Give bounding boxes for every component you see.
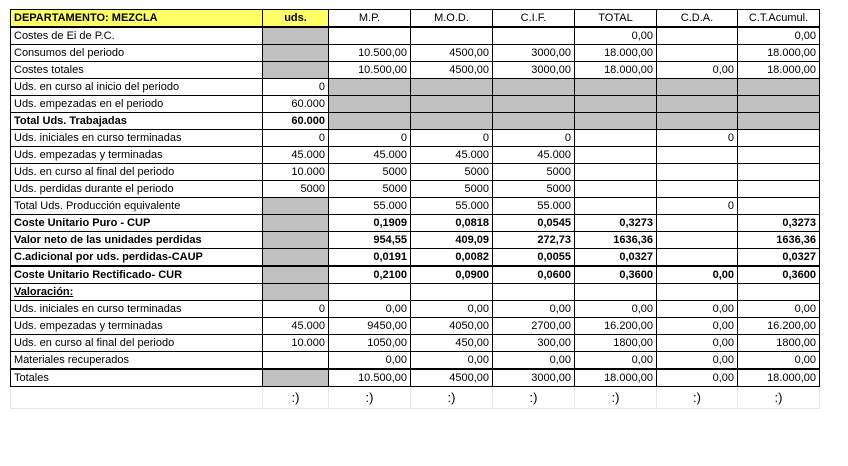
cell-total[interactable]: 16.200,00 — [575, 318, 657, 335]
cell-uds[interactable] — [263, 198, 329, 215]
cell-ct-acumul[interactable] — [738, 147, 820, 164]
cell-cda[interactable] — [657, 27, 738, 45]
cell-mod[interactable]: 409,09 — [411, 232, 493, 249]
cell-uds[interactable]: 60.000 — [263, 113, 329, 130]
cell-cif[interactable]: 5000 — [493, 181, 575, 198]
cell-mp[interactable]: 0,1909 — [329, 215, 411, 232]
header-cell-department[interactable]: DEPARTAMENTO: MEZCLA — [11, 10, 263, 28]
cell-ct-acumul[interactable] — [738, 198, 820, 215]
cell-uds[interactable] — [263, 27, 329, 45]
cell-label[interactable]: Uds. en curso al inicio del periodo — [11, 79, 263, 96]
cell-mod[interactable]: 4500,00 — [411, 45, 493, 62]
cell-uds[interactable]: 0 — [263, 130, 329, 147]
cell-total[interactable]: 18.000,00 — [575, 45, 657, 62]
cell-cif[interactable]: 5000 — [493, 164, 575, 181]
cell-cda[interactable]: 0 — [657, 198, 738, 215]
cell-ct-acumul[interactable]: 1800,00 — [738, 335, 820, 352]
smiley-cell[interactable]: :) — [493, 387, 575, 409]
header-cell-mp[interactable]: M.P. — [329, 10, 411, 28]
cell-label[interactable]: Uds. empezadas en el periodo — [11, 96, 263, 113]
table-row — [11, 249, 820, 267]
cell-cif[interactable]: 0,0545 — [493, 215, 575, 232]
cell-uds[interactable] — [263, 45, 329, 62]
cell-uds[interactable] — [263, 266, 329, 284]
cell-mp[interactable]: 0 — [329, 130, 411, 147]
cell-ct-acumul[interactable]: 0,0327 — [738, 249, 820, 267]
cell-label[interactable]: Uds. en curso al final del periodo — [11, 164, 263, 181]
cell-uds[interactable]: 60.000 — [263, 96, 329, 113]
cell-mod[interactable]: 4500,00 — [411, 62, 493, 79]
cost-sheet-table — [10, 9, 820, 409]
smiley-cell[interactable]: :) — [738, 387, 820, 409]
cell-mod[interactable]: 0,00 — [411, 352, 493, 370]
cell-uds[interactable]: 0 — [263, 301, 329, 318]
header-row — [11, 10, 820, 28]
cell-mod[interactable]: 0,0818 — [411, 215, 493, 232]
cell-cif[interactable]: 55.000 — [493, 198, 575, 215]
cell-total[interactable] — [575, 79, 657, 96]
cell-cif[interactable]: 0,0600 — [493, 266, 575, 284]
cell-cda[interactable] — [657, 181, 738, 198]
cell-mod[interactable]: 4050,00 — [411, 318, 493, 335]
cell-mp[interactable] — [329, 113, 411, 130]
cell-cda[interactable] — [657, 164, 738, 181]
cell-label[interactable]: Coste Unitario Puro - CUP — [11, 215, 263, 232]
table-row — [11, 352, 820, 370]
cell-cif[interactable]: 0 — [493, 130, 575, 147]
cell-mp[interactable]: 954,55 — [329, 232, 411, 249]
cell-uds[interactable] — [263, 232, 329, 249]
cell-mod[interactable]: 0,0082 — [411, 249, 493, 267]
cell-ct-acumul[interactable]: 0,3273 — [738, 215, 820, 232]
table-row — [11, 301, 820, 318]
cell-ct-acumul[interactable] — [738, 130, 820, 147]
cell-mp[interactable] — [329, 79, 411, 96]
cell-mp[interactable]: 5000 — [329, 164, 411, 181]
cell-ct-acumul[interactable]: 1636,36 — [738, 232, 820, 249]
cell-uds[interactable]: 45.000 — [263, 147, 329, 164]
cell-ct-acumul[interactable]: 0,00 — [738, 352, 820, 370]
cell-cda[interactable]: 0,00 — [657, 369, 738, 387]
cell-mod[interactable] — [411, 96, 493, 113]
cell-label[interactable]: Materiales recuperados — [11, 352, 263, 370]
header-cell-ct-acumul[interactable]: C.T.Acumul. — [738, 10, 820, 28]
table-row — [11, 45, 820, 62]
cell-mp[interactable]: 0,0191 — [329, 249, 411, 267]
cell-mp[interactable]: 9450,00 — [329, 318, 411, 335]
cell-label[interactable]: Uds. iniciales en curso terminadas — [11, 130, 263, 147]
smiley-cell[interactable]: :) — [263, 387, 329, 409]
table-row — [11, 79, 820, 96]
cell-ct-acumul[interactable]: 16.200,00 — [738, 318, 820, 335]
cell-cif[interactable] — [493, 113, 575, 130]
cell-cda[interactable] — [657, 45, 738, 62]
cell-cda[interactable] — [657, 79, 738, 96]
header-cell-uds[interactable]: uds. — [263, 10, 329, 28]
table-row — [11, 164, 820, 181]
cell-ct-acumul[interactable] — [738, 79, 820, 96]
cell-mod[interactable] — [411, 113, 493, 130]
cell-ct-acumul[interactable] — [738, 284, 820, 301]
header-cell-cif[interactable]: C.I.F. — [493, 10, 575, 28]
cell-uds[interactable]: 45.000 — [263, 318, 329, 335]
cell-mp[interactable]: 45.000 — [329, 147, 411, 164]
cell-total[interactable]: 18.000,00 — [575, 369, 657, 387]
cell-label[interactable]: Valoración: — [11, 284, 263, 301]
cell-ct-acumul[interactable] — [738, 96, 820, 113]
cell-mod[interactable]: 55.000 — [411, 198, 493, 215]
table-row — [11, 181, 820, 198]
table-row — [11, 130, 820, 147]
cell-cif[interactable] — [493, 96, 575, 113]
cell-total[interactable]: 0,00 — [575, 301, 657, 318]
cell-cif[interactable] — [493, 79, 575, 96]
cell-cif[interactable]: 300,00 — [493, 335, 575, 352]
cell-ct-acumul[interactable]: 0,00 — [738, 27, 820, 45]
cell-label[interactable]: Valor neto de las unidades perdidas — [11, 232, 263, 249]
header-cell-total[interactable]: TOTAL — [575, 10, 657, 28]
cell-mp[interactable]: 0,00 — [329, 352, 411, 370]
table-row — [11, 369, 820, 387]
cell-label[interactable]: Uds. iniciales en curso terminadas — [11, 301, 263, 318]
cell-cif[interactable]: 0,0055 — [493, 249, 575, 267]
table-row — [11, 62, 820, 79]
cell-uds[interactable]: 5000 — [263, 181, 329, 198]
cell-total[interactable]: 18.000,00 — [575, 62, 657, 79]
cell-mod[interactable]: 4500,00 — [411, 369, 493, 387]
cell-cda[interactable]: 0,00 — [657, 301, 738, 318]
cell-label[interactable]: Total Uds. Trabajadas — [11, 113, 263, 130]
smiley-cell[interactable]: :) — [575, 387, 657, 409]
cell-ct-acumul[interactable] — [738, 181, 820, 198]
cell-uds[interactable]: 10.000 — [263, 335, 329, 352]
cell-cda[interactable] — [657, 232, 738, 249]
cell-mod[interactable]: 0 — [411, 130, 493, 147]
cell-cda[interactable] — [657, 249, 738, 267]
cell-mod[interactable] — [411, 284, 493, 301]
cell-total[interactable]: 0,3600 — [575, 266, 657, 284]
cell-label[interactable]: Uds. empezadas y terminadas — [11, 147, 263, 164]
cell-blank[interactable] — [11, 387, 263, 409]
cell-cda[interactable] — [657, 113, 738, 130]
table-row — [11, 96, 820, 113]
table-row — [11, 266, 820, 284]
cell-mp[interactable] — [329, 27, 411, 45]
cell-total[interactable]: 1636,36 — [575, 232, 657, 249]
cell-cda[interactable]: 0,00 — [657, 335, 738, 352]
table-row — [11, 215, 820, 232]
cell-cif[interactable]: 3000,00 — [493, 369, 575, 387]
cell-total[interactable] — [575, 130, 657, 147]
smiley-row — [11, 387, 820, 409]
cell-ct-acumul[interactable] — [738, 113, 820, 130]
cell-cif[interactable]: 3000,00 — [493, 62, 575, 79]
cell-mp[interactable]: 10.500,00 — [329, 62, 411, 79]
cell-ct-acumul[interactable]: 0,00 — [738, 301, 820, 318]
cell-ct-acumul[interactable]: 18.000,00 — [738, 62, 820, 79]
cell-cda[interactable] — [657, 215, 738, 232]
cell-label[interactable]: Uds. perdidas durante el periodo — [11, 181, 263, 198]
cell-mod[interactable]: 5000 — [411, 164, 493, 181]
cell-total[interactable]: 0,00 — [575, 352, 657, 370]
cell-ct-acumul[interactable]: 0,3600 — [738, 266, 820, 284]
cell-cif[interactable] — [493, 284, 575, 301]
cell-cda[interactable]: 0,00 — [657, 62, 738, 79]
table-row — [11, 147, 820, 164]
cell-cif[interactable]: 0,00 — [493, 301, 575, 318]
cell-cda[interactable] — [657, 147, 738, 164]
cell-label[interactable]: Costes totales — [11, 62, 263, 79]
cell-total[interactable] — [575, 96, 657, 113]
cell-label[interactable]: Uds. empezadas y terminadas — [11, 318, 263, 335]
cell-mp[interactable] — [329, 96, 411, 113]
cell-mp[interactable]: 10.500,00 — [329, 45, 411, 62]
smiley-cell[interactable]: :) — [329, 387, 411, 409]
cell-mod[interactable]: 5000 — [411, 181, 493, 198]
cell-total[interactable] — [575, 198, 657, 215]
cell-ct-acumul[interactable]: 18.000,00 — [738, 369, 820, 387]
cell-uds[interactable] — [263, 369, 329, 387]
cell-cda[interactable]: 0,00 — [657, 266, 738, 284]
cell-cda[interactable] — [657, 96, 738, 113]
cell-label[interactable]: Coste Unitario Rectificado- CUR — [11, 266, 263, 284]
table-row — [11, 232, 820, 249]
cell-cda[interactable]: 0,00 — [657, 318, 738, 335]
cell-uds[interactable]: 0 — [263, 79, 329, 96]
cell-uds[interactable] — [263, 249, 329, 267]
cell-mp[interactable]: 1050,00 — [329, 335, 411, 352]
table-row — [11, 318, 820, 335]
cell-label[interactable]: Total Uds. Producción equivalente — [11, 198, 263, 215]
cell-cda[interactable] — [657, 284, 738, 301]
cell-mp[interactable] — [329, 284, 411, 301]
table-row — [11, 284, 820, 301]
cell-uds[interactable] — [263, 62, 329, 79]
smiley-cell[interactable]: :) — [411, 387, 493, 409]
cell-cif[interactable]: 2700,00 — [493, 318, 575, 335]
cell-mod[interactable]: 0,00 — [411, 301, 493, 318]
table-row — [11, 198, 820, 215]
cell-total[interactable]: 0,00 — [575, 27, 657, 45]
cell-label[interactable]: C.adicional por uds. perdidas-CAUP — [11, 249, 263, 267]
sheet-body — [11, 10, 820, 409]
cell-cif[interactable]: 3000,00 — [493, 45, 575, 62]
cell-total[interactable] — [575, 164, 657, 181]
cell-uds[interactable] — [263, 284, 329, 301]
cell-cif[interactable]: 272,73 — [493, 232, 575, 249]
cell-mp[interactable]: 0,2100 — [329, 266, 411, 284]
cell-mp[interactable]: 55.000 — [329, 198, 411, 215]
cell-cif[interactable] — [493, 27, 575, 45]
cell-cif[interactable]: 0,00 — [493, 352, 575, 370]
cell-label[interactable]: Uds. en curso al final del periodo — [11, 335, 263, 352]
cell-mod[interactable]: 450,00 — [411, 335, 493, 352]
header-cell-cda[interactable]: C.D.A. — [657, 10, 738, 28]
cell-ct-acumul[interactable]: 18.000,00 — [738, 45, 820, 62]
cell-uds[interactable] — [263, 352, 329, 370]
cell-mp[interactable]: 5000 — [329, 181, 411, 198]
header-cell-mod[interactable]: M.O.D. — [411, 10, 493, 28]
cell-cda[interactable]: 0 — [657, 130, 738, 147]
cell-uds[interactable]: 10.000 — [263, 164, 329, 181]
cell-total[interactable] — [575, 181, 657, 198]
cell-total[interactable] — [575, 147, 657, 164]
smiley-cell[interactable]: :) — [657, 387, 738, 409]
cell-mod[interactable] — [411, 79, 493, 96]
table-row — [11, 113, 820, 130]
cell-total[interactable]: 1800,00 — [575, 335, 657, 352]
cell-mod[interactable] — [411, 27, 493, 45]
table-row — [11, 335, 820, 352]
cell-total[interactable] — [575, 284, 657, 301]
cell-mod[interactable]: 0,0900 — [411, 266, 493, 284]
cell-mod[interactable]: 45.000 — [411, 147, 493, 164]
cell-label[interactable]: Totales — [11, 369, 263, 387]
cell-uds[interactable] — [263, 215, 329, 232]
cell-cda[interactable]: 0,00 — [657, 352, 738, 370]
cell-total[interactable] — [575, 113, 657, 130]
cell-cif[interactable]: 45.000 — [493, 147, 575, 164]
cell-mp[interactable]: 10.500,00 — [329, 369, 411, 387]
table-row — [11, 27, 820, 45]
cell-ct-acumul[interactable] — [738, 164, 820, 181]
cell-mp[interactable]: 0,00 — [329, 301, 411, 318]
cell-label[interactable]: Consumos del periodo — [11, 45, 263, 62]
cell-label[interactable]: Costes de Ei de P.C. — [11, 27, 263, 45]
cell-total[interactable]: 0,3273 — [575, 215, 657, 232]
cell-total[interactable]: 0,0327 — [575, 249, 657, 267]
